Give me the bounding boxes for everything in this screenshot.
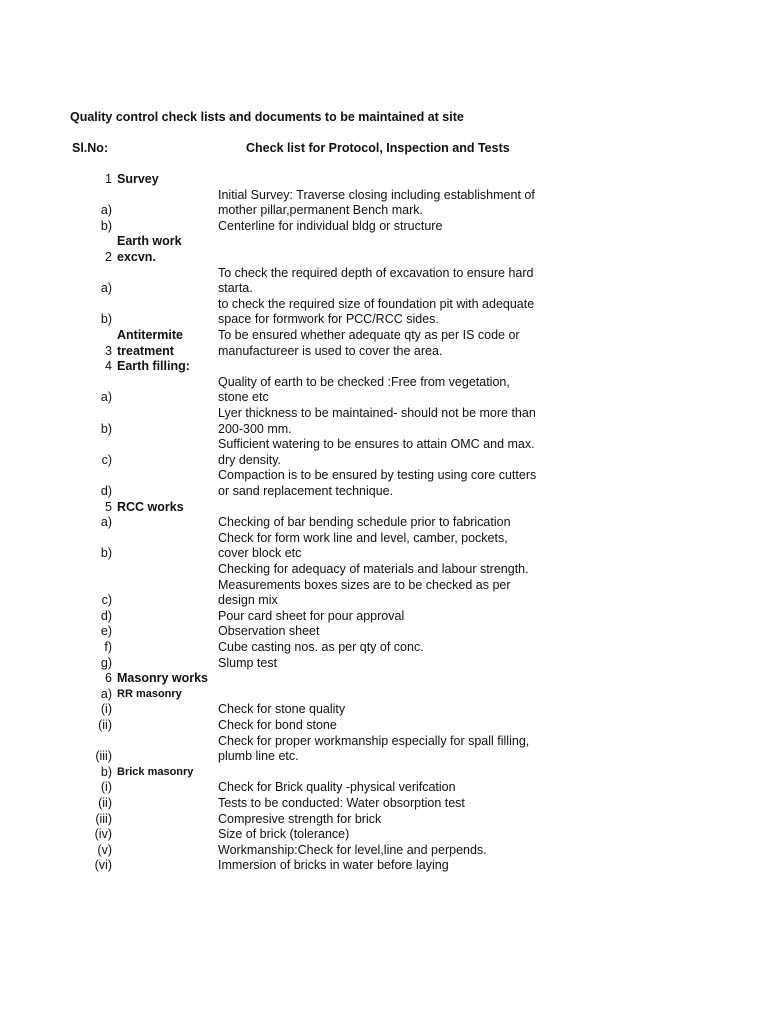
- row-number: a): [100, 515, 112, 530]
- row-description: space for formwork for PCC/RCC sides.: [218, 312, 439, 327]
- row-description: Checking of bar bending schedule prior to fabrication: [218, 515, 511, 530]
- row-number: a): [100, 390, 112, 405]
- document-title: Quality control check lists and documents to be maintained at site: [70, 110, 464, 124]
- row-number: (i): [100, 780, 112, 795]
- row-heading: Earth filling:: [117, 359, 190, 374]
- row-description: Initial Survey: Traverse closing including establishment of: [218, 187, 535, 202]
- row-description: or sand replacement technique.: [218, 484, 394, 498]
- row-description: Check for bond stone: [218, 718, 337, 732]
- row-number: d): [100, 484, 112, 498]
- row-number: c): [101, 593, 112, 608]
- row-description: Workmanship:Check for level,line and perpends.: [218, 842, 487, 857]
- row-number: a): [100, 686, 112, 701]
- row-description: To be ensured whether adequate qty as per IS code or: [218, 328, 520, 342]
- row-number: (iv): [94, 827, 112, 842]
- row-heading: treatment: [117, 343, 174, 358]
- row-description: plumb line etc.: [218, 749, 299, 764]
- row-number: 6: [105, 671, 112, 686]
- row-description: Cube casting nos. as per qty of conc.: [218, 640, 424, 654]
- row-heading: Brick masonry: [117, 765, 194, 778]
- row-description: Measurements boxes sizes are to be checked as per: [218, 577, 511, 592]
- row-number: 1: [105, 172, 112, 186]
- row-description: stone etc: [218, 390, 269, 405]
- row-description: cover block etc: [218, 546, 302, 561]
- row-number: a): [100, 281, 112, 296]
- row-description: Slump test: [218, 655, 278, 670]
- row-description: Quality of earth to be checked :Free from vegetation,: [218, 374, 510, 389]
- row-number: b): [100, 546, 112, 561]
- row-description: Size of brick (tolerance): [218, 827, 350, 842]
- row-description: Lyer thickness to be maintained- should not be more than: [218, 406, 536, 420]
- row-description: manufactureer is used to cover the area.: [218, 343, 443, 358]
- row-number: g): [100, 655, 112, 670]
- row-number: (vi): [94, 858, 112, 873]
- row-heading: RR masonry: [117, 687, 182, 700]
- row-description: Check for Brick quality -physical verifcation: [218, 780, 456, 795]
- row-number: (i): [100, 702, 112, 717]
- row-number: a): [100, 203, 112, 218]
- row-description: To check the required depth of excavation to ensure hard: [218, 265, 534, 280]
- column-header-sl-no: Sl.No:: [72, 141, 109, 155]
- row-number: 3: [105, 343, 112, 358]
- row-number: b): [100, 764, 112, 779]
- row-number: b): [100, 421, 112, 436]
- row-number: (v): [97, 842, 112, 857]
- row-description: mother pillar,permanent Bench mark.: [218, 203, 423, 218]
- row-description: Observation sheet: [218, 624, 320, 639]
- row-heading: Earth work: [117, 234, 182, 249]
- row-number: c): [101, 452, 112, 467]
- row-description: Compresive strength for brick: [218, 811, 382, 826]
- row-description: Centerline for individual bldg or structure: [218, 218, 443, 233]
- row-number: (iii): [95, 811, 112, 826]
- row-number: 4: [105, 359, 112, 374]
- row-heading: Survey: [117, 172, 159, 186]
- row-number: e): [100, 624, 112, 639]
- row-heading: excvn.: [117, 250, 156, 264]
- row-number: (iii): [95, 749, 112, 764]
- row-heading: Masonry works: [117, 671, 209, 686]
- row-description: starta.: [218, 281, 253, 296]
- row-number: d): [100, 608, 112, 623]
- row-description: Tests to be conducted: Water obsorption test: [218, 796, 465, 810]
- column-header-check-list: Check list for Protocol, Inspection and Tests: [246, 141, 510, 155]
- row-number: 5: [105, 499, 112, 514]
- row-number: (ii): [98, 796, 112, 810]
- row-description: dry density.: [218, 452, 281, 467]
- row-description: to check the required size of foundation pit with adequate: [218, 296, 535, 311]
- row-description: Sufficient watering to be ensures to attain OMC and max.: [218, 437, 535, 452]
- row-number: 2: [105, 250, 112, 264]
- row-description: Pour card sheet for pour approval: [218, 608, 405, 623]
- row-heading: RCC works: [117, 499, 184, 514]
- row-description: 200-300 mm.: [218, 421, 292, 436]
- row-description: Check for form work line and level, camber, pockets,: [218, 530, 508, 545]
- row-heading: Antitermite: [117, 328, 183, 342]
- row-description: Check for stone quality: [218, 702, 346, 717]
- row-description: design mix: [218, 593, 278, 608]
- row-description: Checking for adequacy of materials and labour strength.: [218, 562, 529, 576]
- row-description: Check for proper workmanship especially for spall filling,: [218, 733, 530, 748]
- row-number: b): [100, 312, 112, 327]
- row-number: b): [100, 218, 112, 233]
- row-number: (ii): [98, 718, 112, 732]
- row-description: Compaction is to be ensured by testing using core cutters: [218, 468, 537, 483]
- row-number: f): [104, 640, 112, 654]
- row-description: Immersion of bricks in water before laying: [218, 858, 449, 873]
